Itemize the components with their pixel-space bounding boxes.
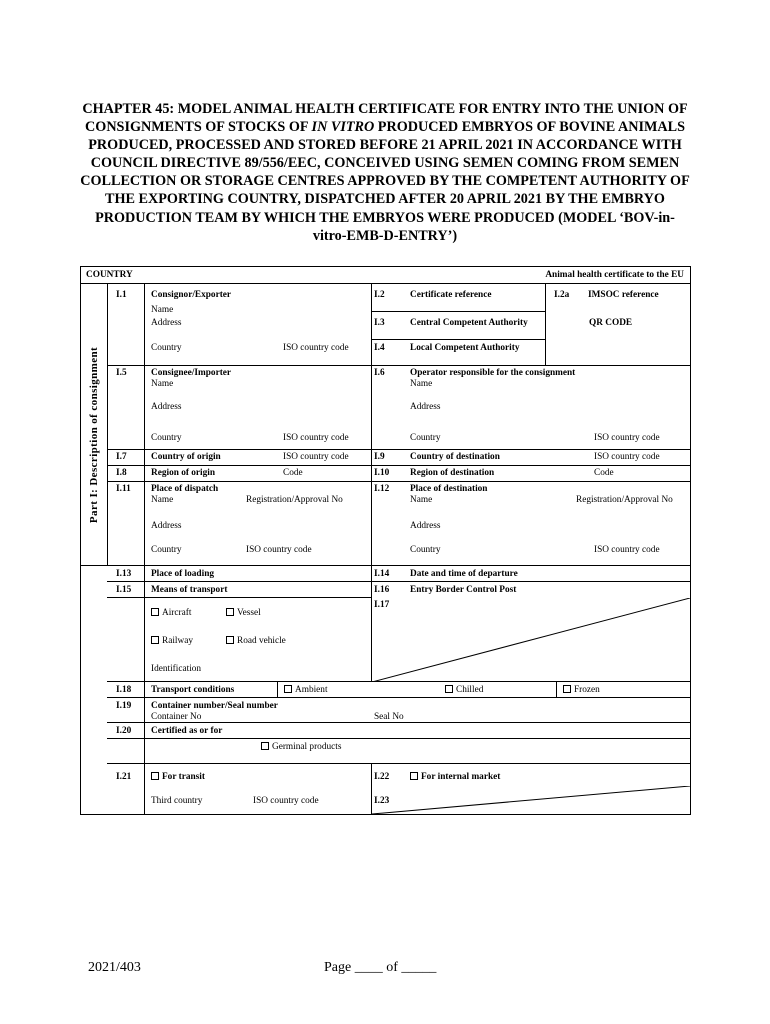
page-number: Page ____ of _____ [324,960,437,975]
i1-address: Address [151,318,182,328]
i5-name: Name [151,379,174,389]
i14-label: Date and time of departure [410,569,518,579]
i10-label: Region of destination [410,468,495,478]
internal-market-option[interactable]: For internal market [410,772,500,783]
i6-label: Operator responsible for the consignment [410,368,576,378]
i13-num: I.13 [116,569,132,579]
for-transit-checkbox[interactable] [151,772,159,780]
i7-label: Country of origin [151,452,221,462]
chilled-option[interactable]: Chilled [445,685,483,696]
i5-address: Address [151,402,182,412]
i3-label: Central Competent Authority [410,318,528,328]
i1-num: I.1 [116,290,127,300]
i9-num: I.9 [374,452,385,462]
chilled-checkbox[interactable] [445,685,453,693]
i23-num: I.23 [374,796,390,806]
germinal-option[interactable]: Germinal products [261,742,341,753]
i16-num: I.16 [374,585,390,595]
i18-label: Transport conditions [151,685,235,695]
i11-country: Country [151,545,182,555]
i21-iso: ISO country code [253,796,319,806]
i1-label: Consignor/Exporter [151,290,232,300]
i19-num: I.19 [116,701,132,711]
i11-iso: ISO country code [246,545,312,555]
i12-label: Place of destination [410,484,488,494]
i11-num: I.11 [116,484,131,494]
i19-container: Container No [151,712,202,722]
i15-label: Means of transport [151,585,228,595]
road-vehicle-checkbox[interactable] [226,636,234,644]
i6-name: Name [410,379,433,389]
i1-iso: ISO country code [283,343,349,353]
i4-label: Local Competent Authority [410,343,520,353]
ambient-option[interactable]: Ambient [284,685,328,696]
i12-iso: ISO country code [594,545,660,555]
i5-label: Consignee/Importer [151,368,232,378]
part-label: Part I: Description of consignment [88,346,100,524]
vessel-checkbox[interactable] [226,608,234,616]
i17-num: I.17 [374,600,390,610]
i2a-num: I.2a [554,290,570,300]
i2a-label: IMSOC reference [588,290,659,300]
i11-address: Address [151,521,182,531]
internal-market-checkbox[interactable] [410,772,418,780]
i8-code: Code [283,468,303,478]
ambient-checkbox[interactable] [284,685,292,693]
frozen-option[interactable]: Frozen [563,685,600,696]
i6-iso: ISO country code [594,433,660,443]
i7-iso: ISO country code [283,452,349,462]
i9-iso: ISO country code [594,452,660,462]
i15-identification: Identification [151,664,202,674]
i10-code: Code [594,468,614,478]
i10-num: I.10 [374,468,390,478]
i16-label: Entry Border Control Post [410,585,517,595]
i8-num: I.8 [116,468,127,478]
i1-name: Name [151,305,174,315]
i13-label: Place of loading [151,569,215,579]
for-transit-option[interactable]: For transit [151,772,205,783]
i6-address: Address [410,402,441,412]
i11-reg: Registration/Approval No [246,495,343,505]
i11-name: Name [151,495,174,505]
aircraft-checkbox[interactable] [151,608,159,616]
certificate-form [80,266,691,815]
i12-address: Address [410,521,441,531]
certificate-note: Animal health certificate to the EU [545,270,684,280]
i3-num: I.3 [374,318,385,328]
i5-num: I.5 [116,368,127,378]
germinal-checkbox[interactable] [261,742,269,750]
i20-num: I.20 [116,726,132,736]
certificate-title: CHAPTER 45: MODEL ANIMAL HEALTH CERTIFICATE FOR ENTRY INTO THE UNION OF CONSIGNMENTS OF STOCKS OF IN VITRO PRODUCED EMBRYOS OF BOVINE ANIMALS PRODUCED, PROCESSED AND STORED BEFORE 21 APRIL 2021 IN ACCORDANCE WITH COUNCIL DIRECTIVE 89/556/EEC, CONCEIVED USING SEMEN COMING FROM SEMEN COLLECTION OR STORAGE CENTRES APPROVED BY THE COMPETENT AUTHORITY OF THE EXPORTING COUNTRY, DISPATCHED AFTER 20 APRIL 2021 BY THE EMBRYO PRODUCTION TEAM BY WHICH THE EMBRYOS WERE PRODUCED (MODEL ‘BOV-in-vitro-EMB-D-ENTRY’) [80,101,690,244]
railway-option[interactable]: Railway [151,636,193,647]
railway-checkbox[interactable] [151,636,159,644]
i21-third-country: Third country [151,796,203,806]
i19-seal: Seal No [374,712,404,722]
i6-country: Country [410,433,441,443]
i20-label: Certified as or for [151,726,223,736]
i5-iso: ISO country code [283,433,349,443]
i1-country: Country [151,343,182,353]
i2-label: Certificate reference [410,290,492,300]
i17-strike [372,598,690,682]
frozen-checkbox[interactable] [563,685,571,693]
country-header: COUNTRY [86,270,133,280]
i8-label: Region of origin [151,468,216,478]
i22-num: I.22 [374,772,390,782]
i7-num: I.7 [116,452,127,462]
i12-reg: Registration/Approval No [576,495,673,505]
i2-num: I.2 [374,290,385,300]
i4-num: I.4 [374,343,385,353]
i15-num: I.15 [116,585,132,595]
i19-label: Container number/Seal number [151,701,278,711]
i6-num: I.6 [374,368,385,378]
aircraft-option[interactable]: Aircraft [151,608,191,619]
i23-strike [372,786,690,814]
i12-country: Country [410,545,441,555]
i5-country: Country [151,433,182,443]
regulation-reference: 2021/403 [88,960,141,975]
i14-num: I.14 [374,569,390,579]
i18-num: I.18 [116,685,132,695]
qr-code: QR CODE [589,318,633,328]
i21-num: I.21 [116,772,132,782]
i12-name: Name [410,495,433,505]
vessel-option[interactable]: Vessel [226,608,261,619]
i12-num: I.12 [374,484,390,494]
road-vehicle-option[interactable]: Road vehicle [226,636,286,647]
i11-label: Place of dispatch [151,484,219,494]
i9-label: Country of destination [410,452,500,462]
